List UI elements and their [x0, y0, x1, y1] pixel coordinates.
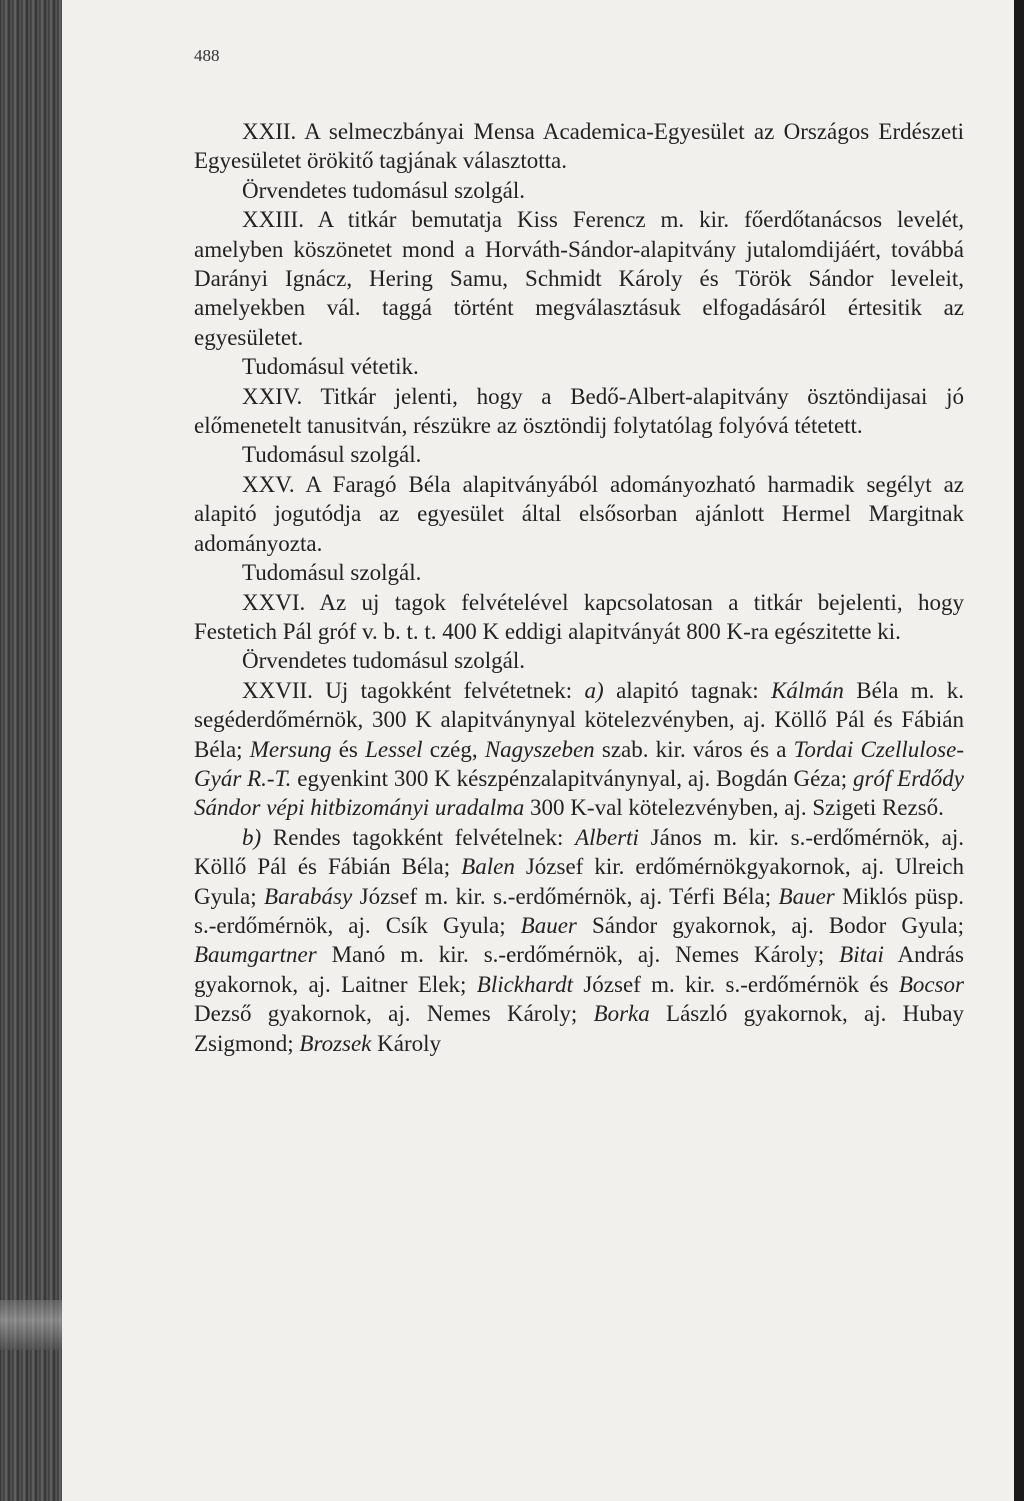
italic-run: gróf Erdődy Sándor vépi hitbizományi uradalma — [194, 765, 965, 821]
italic-run: Blickhardt — [476, 971, 573, 997]
text-run: czég, — [422, 736, 485, 762]
italic-run: Brozsek — [299, 1030, 372, 1056]
italic-run: a) — [584, 677, 604, 703]
text-run: szab. kir. város és a — [594, 736, 794, 762]
text-run: Károly — [371, 1030, 442, 1056]
text-run: Tudomásul vétetik. — [242, 354, 419, 380]
text-run: András gyakornok, aj. Laitner Elek; — [194, 942, 964, 997]
text-run: 300 K-val kötelezvényben, aj. Szigeti Rezső. — [524, 795, 944, 821]
paragraph — [194, 382, 964, 441]
text-run: XXVII. Uj tagokként felvétetnek: — [242, 677, 585, 703]
text-run: Sándor gyakornok, aj. Bodor Gyula; — [576, 912, 964, 938]
italic-run: Bauer — [778, 883, 835, 909]
text-run: Örvendetes tudomásul szolgál. — [242, 177, 525, 203]
italic-run: Baumgartner — [194, 942, 317, 968]
italic-run: Bauer — [520, 912, 577, 938]
italic-run: Tordai Czellulose-Gyár R.-T. — [194, 736, 964, 791]
text-run: alapitó tagnak: — [603, 677, 772, 703]
italic-run: Nagyszeben — [484, 736, 595, 762]
paragraph — [194, 117, 964, 176]
text-run: Miklós püsp. s.-erdőmérnök, aj. Csík Gyula; — [194, 883, 965, 938]
paragraph — [194, 440, 964, 469]
text-run: XXVI. Az uj tagok felvételével kapcsolatosan a titkár bejelenti, hogy Festetich Pál gróf v. b. t. t. 400 K eddigi alapitványát 800 K-ra egészitette ki. — [194, 589, 964, 644]
italic-run: Lessel — [365, 736, 423, 762]
text-run: XXIII. A titkár bemutatja Kiss Ferencz m. kir. főerdőtanácsos levelét, amelyben köszönetet mond a Horváth-Sándor-alapitvány jutalomdijáért, továbbá Darányi Ignácz, Hering Samu, Schmidt Károly és Török Sándor leveleit, amelyekben vál. taggá történt megválasztásuk elfogadásáról értesitik az egyesületet. — [194, 207, 964, 350]
italic-run: Alberti — [575, 824, 639, 850]
text-run: XXII. A selmeczbányai Mensa Academica-Egyesület az Országos Erdészeti Egyesületet örökitő tagjának választotta. — [194, 119, 964, 174]
paragraph — [194, 205, 964, 352]
spine-highlight — [0, 1300, 62, 1350]
italic-run: Kálmán — [771, 677, 844, 703]
page-text — [194, 117, 964, 1058]
text-run: Dezső gyakornok, aj. Nemes Károly; — [194, 1001, 594, 1027]
paragraph — [194, 823, 964, 1058]
text-run: Tudomásul szolgál. — [242, 442, 422, 468]
paragraph — [194, 176, 964, 205]
paragraph — [194, 470, 964, 558]
text-run: XXIV. Titkár jelenti, hogy a Bedő-Albert-alapitvány ösztöndijasai jó előmenetelt tanusitván, részükre az ösztöndij folytatólag folyóvá tétetett. — [194, 383, 964, 439]
text-run: József m. kir. s.-erdőmérnök, aj. Térfi Béla; — [352, 883, 779, 909]
paragraph — [194, 676, 964, 823]
text-run: és — [331, 736, 366, 762]
paragraph — [194, 558, 964, 587]
page-number: 488 — [194, 46, 220, 65]
text-run: János m. kir. s.-erdőmérnök, aj. Köllő Pál és Fábián Béla; — [194, 824, 964, 880]
paragraph — [194, 588, 964, 647]
book-page — [62, 0, 1014, 1501]
italic-run: b) — [242, 824, 262, 850]
paragraph — [194, 646, 964, 675]
text-run: XXV. A Faragó Béla alapitványából adományozható harmadik segélyt az alapitó jogutódja az egyesület által elsősorban ajánlott Hermel Margitnak adományozta. — [194, 471, 964, 556]
paragraph — [194, 352, 964, 381]
italic-run: Bocsor — [898, 971, 964, 997]
text-run: László gyakornok, aj. Hubay Zsigmond; — [194, 1001, 965, 1056]
text-run: Örvendetes tudomásul szolgál. — [242, 648, 525, 674]
book-spine — [0, 0, 62, 1501]
text-run: Tudomásul szolgál. — [242, 560, 422, 586]
text-run: Manó m. kir. s.-erdőmérnök, aj. Nemes Károly; — [316, 942, 840, 968]
text-run: egyenkint 300 K készpénzalapitványnyal, aj. Bogdán Géza; — [291, 765, 853, 791]
italic-run: Balen — [461, 854, 515, 880]
italic-run: Barabásy — [264, 883, 353, 909]
text-run: Béla m. k. segéderdőmérnök, 300 K alapitványnyal kötelezvényben, aj. Köllő Pál és Fábián Béla; — [194, 677, 964, 762]
italic-run: Bitai — [839, 942, 884, 968]
text-run: Rendes tagokként felvételnek: — [261, 824, 576, 850]
italic-run: Mersung — [249, 736, 332, 762]
italic-run: Borka — [593, 1001, 650, 1027]
text-run: József kir. erdőmérnökgyakornok, aj. Ulreich Gyula; — [194, 854, 964, 909]
text-run: József m. kir. s.-erdőmérnök és — [573, 971, 899, 997]
